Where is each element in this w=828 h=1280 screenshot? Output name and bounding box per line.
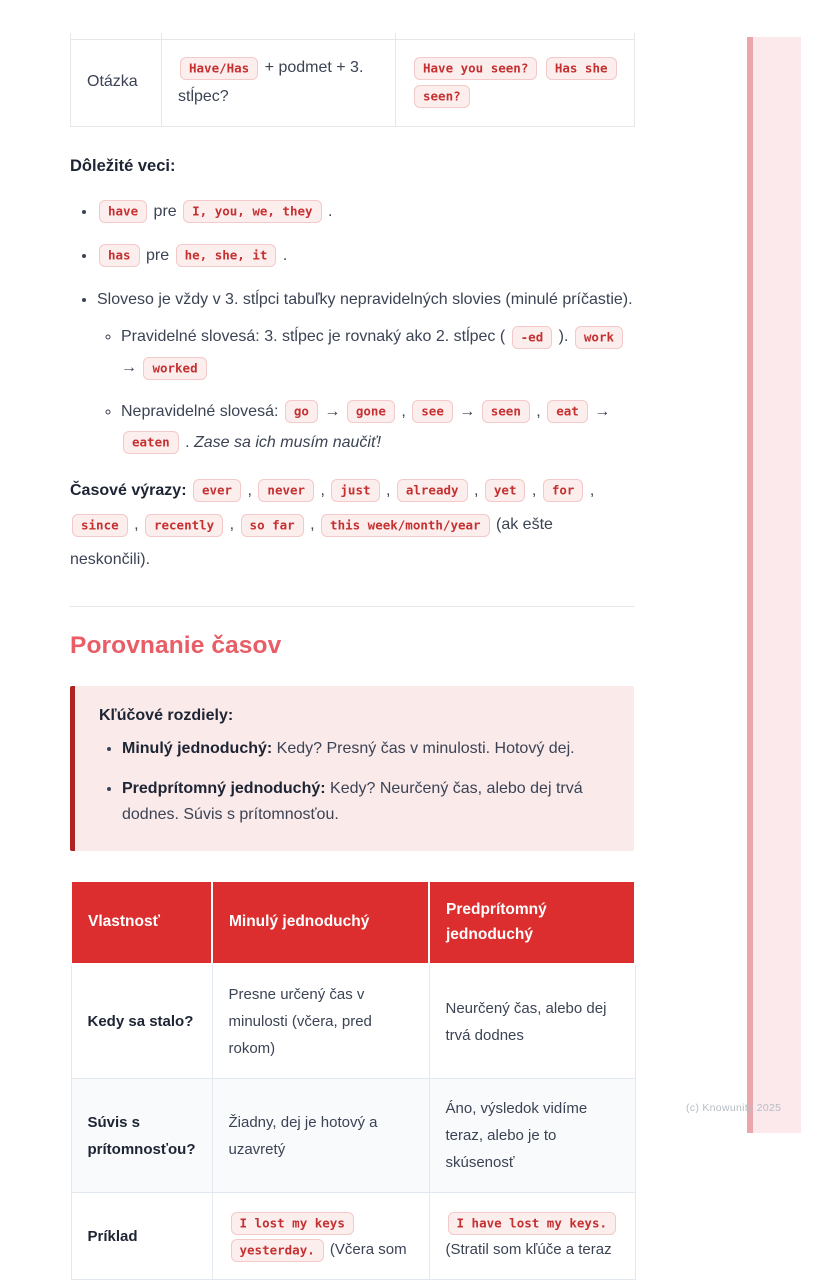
code-chip: this week/month/year — [321, 514, 490, 537]
list-item-text: Sloveso je vždy v 3. stĺpci tabuľky nepravidelných slovies (minulé príčastie). — [97, 290, 633, 308]
column-header: Predprítomný jednoduchý — [429, 881, 635, 965]
key-differences-callout — [70, 686, 634, 851]
code-chip: just — [331, 479, 379, 502]
list-item: • Minulý jednoduchý: Kedy? Presný čas v minulosti. Hotový dej. — [122, 736, 610, 762]
verbs-sublist — [97, 321, 634, 458]
table-cell: Neurčený čas, alebo dej trvá dodnes — [429, 964, 635, 1079]
code-chip: ever — [193, 479, 241, 502]
code-chip: for — [543, 479, 584, 502]
code-chip: I lost my keys yesterday. — [231, 1212, 354, 1262]
column-header: Minulý jednoduchý — [212, 881, 429, 965]
code-chip: already — [397, 479, 468, 502]
section-title-important: Dôležité veci: — [70, 156, 176, 175]
table-cell: Presne určený čas v minulosti (včera, pred rokom) — [212, 964, 429, 1079]
code-chip: yet — [485, 479, 526, 502]
page-heading-comparison: Porovnanie časov — [70, 632, 282, 660]
table-header-row — [71, 881, 635, 965]
formula-cell: Have/Has + podmet + 3. stĺpec? — [162, 40, 396, 127]
list-item: • have pre I, you, we, they . — [97, 196, 634, 227]
code-chip: has — [99, 244, 140, 267]
table-row — [71, 40, 635, 127]
code-chip: work — [575, 326, 623, 349]
code-chip: I, you, we, they — [183, 200, 321, 223]
code-chip: I have lost my keys. — [448, 1212, 617, 1235]
row-label: Otázka — [71, 40, 162, 127]
row-label: Príklad — [71, 1193, 212, 1280]
code-chip: since — [72, 514, 128, 537]
table-row — [71, 1193, 635, 1280]
code-chip: Have/Has — [180, 57, 258, 80]
code-chip: go — [285, 400, 318, 423]
important-list — [70, 196, 634, 458]
comparison-table — [70, 880, 636, 1280]
page-edge-bar — [747, 37, 801, 1133]
code-chip: worked — [143, 357, 206, 380]
code-chip: eaten — [123, 431, 179, 454]
time-expressions: Časové výrazy: ever , never , just , already , yet , for , since , recently , so far , this week/month/year (ak ešte neskončili). — [70, 474, 634, 577]
list-item: ◦ Nepravidelné slovesá: go → gone , see → seen , eat → eaten . Zase sa ich musím naučiť! — [121, 396, 634, 458]
list-item: ◦ Pravidelné slovesá: 3. stĺpec je rovnaký ako 2. stĺpec ( -ed ). work → worked — [121, 321, 634, 383]
code-chip: Have you seen? — [414, 57, 537, 80]
code-chip: -ed — [512, 326, 553, 349]
code-chip: Has she seen? — [414, 57, 617, 109]
list-item: • Predprítomný jednoduchý: Kedy? Neurčený čas, alebo dej trvá dodnes. Súvis s prítomnosťou. — [122, 776, 610, 828]
document-content — [70, 0, 634, 1280]
code-chip: seen — [482, 400, 530, 423]
examples-cell — [396, 40, 635, 127]
callout-title: Kľúčové rozdiely: — [99, 707, 234, 725]
usage-table — [70, 33, 635, 127]
copyright-watermark: (c) Knowunity 2025 — [686, 1102, 782, 1114]
row-label: Kedy sa stalo? — [71, 964, 212, 1079]
code-chip: so far — [241, 514, 304, 537]
list-item: • has pre he, she, it . — [97, 240, 634, 271]
code-chip: have — [99, 200, 147, 223]
code-chip: recently — [145, 514, 223, 537]
table-cell: I lost my keys yesterday. (Včera som — [212, 1193, 429, 1280]
code-chip: see — [412, 400, 453, 423]
table-cell: Áno, výsledok vidíme teraz, alebo je to skúsenosť — [429, 1079, 635, 1193]
code-chip: eat — [547, 400, 588, 423]
callout-list — [99, 736, 610, 828]
code-chip: never — [258, 479, 314, 502]
section-divider — [70, 606, 634, 607]
list-item — [97, 284, 634, 458]
table-row — [71, 964, 635, 1079]
table-row — [71, 1079, 635, 1193]
code-chip: he, she, it — [176, 244, 277, 267]
comparison-table-body — [71, 964, 635, 1280]
table-cell: Žiadny, dej je hotový a uzavretý — [212, 1079, 429, 1193]
table-cell: I have lost my keys. (Stratil som kľúče a teraz — [429, 1193, 635, 1280]
row-label: Súvis s prítomnosťou? — [71, 1079, 212, 1193]
code-chip: gone — [347, 400, 395, 423]
column-header: Vlastnosť — [71, 881, 212, 965]
